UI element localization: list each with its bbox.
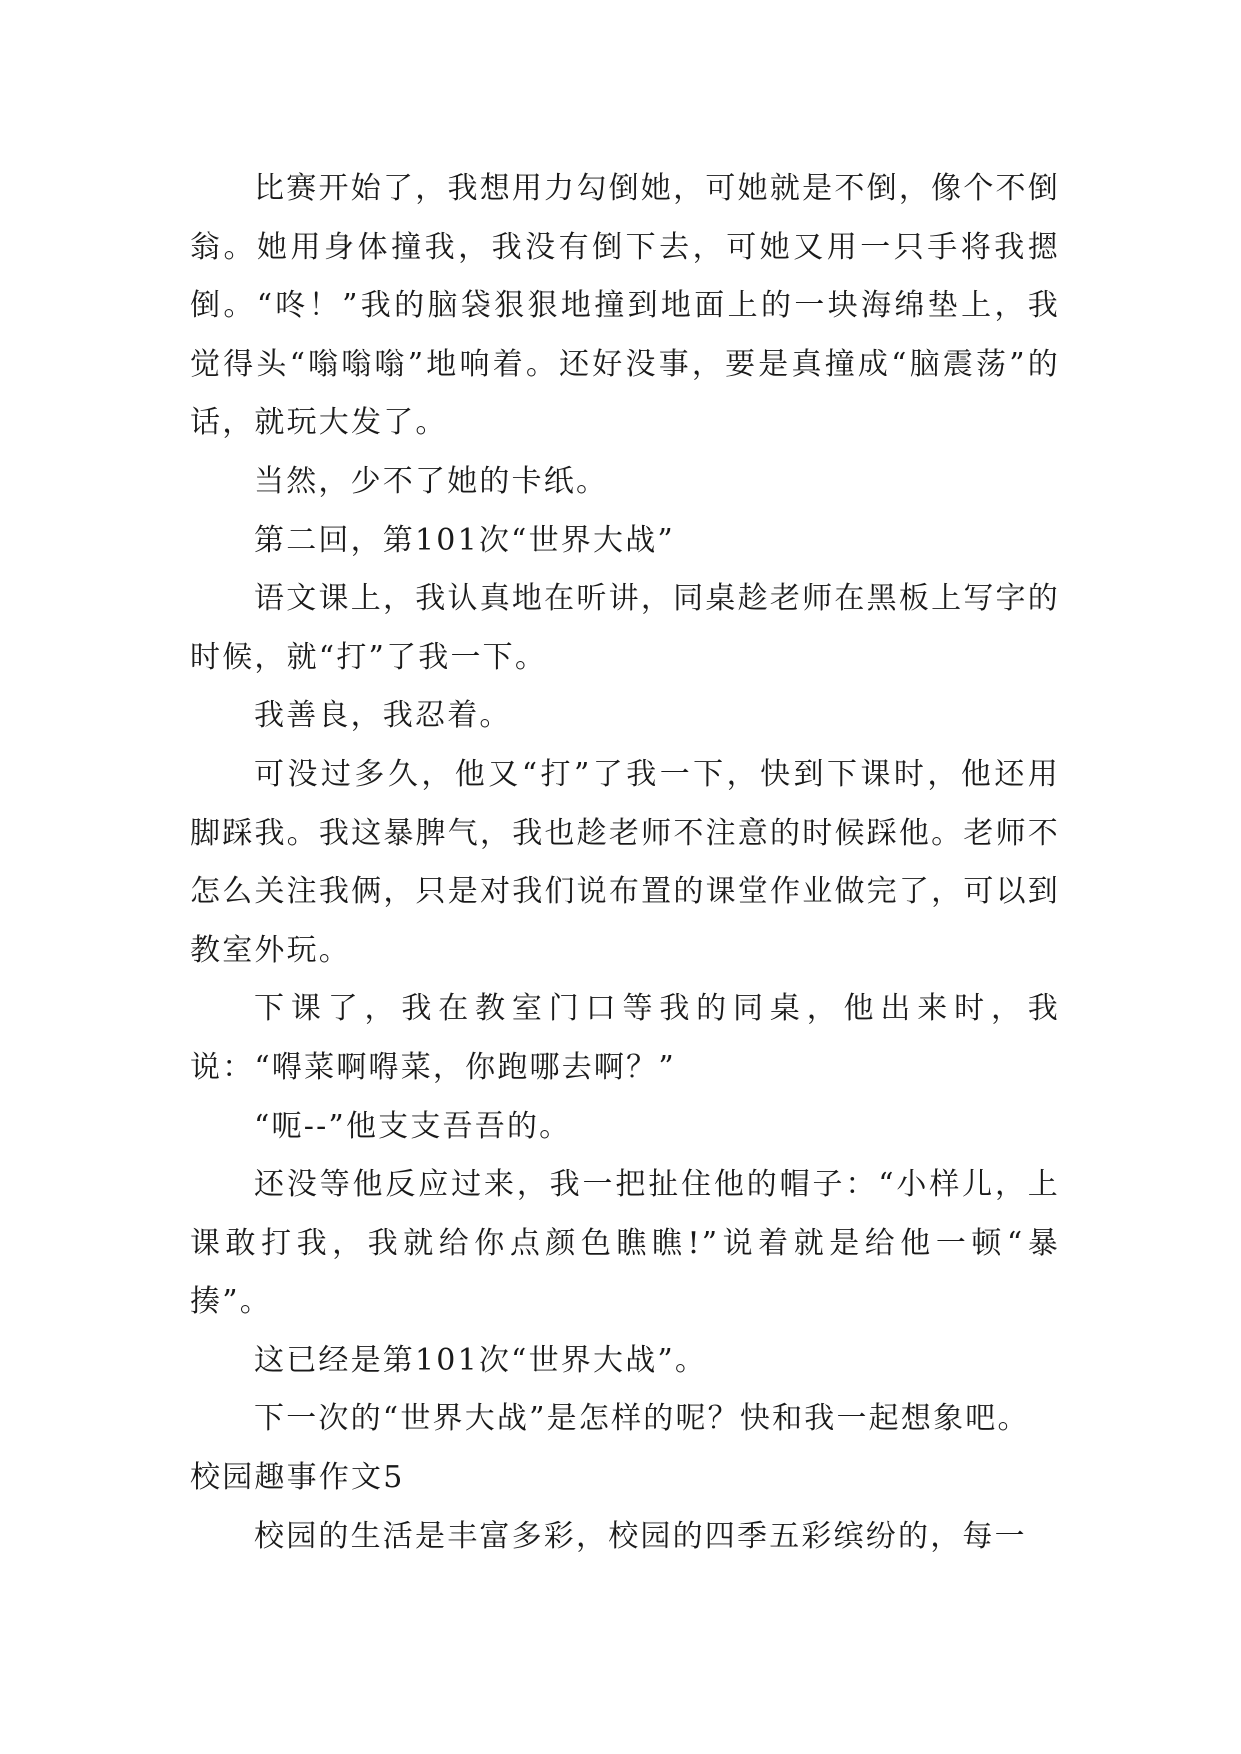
paragraph-wrestling-match: 比赛开始了，我想用力勾倒她，可她就是不倒，像个不倒翁。她用身体撞我，我没有倒下去，可她又用一只手将我摁倒。“咚！”我的脑袋狠狠地撞到地面上的一块海绵垫上，我觉得头“嗡嗡嗡”地响着。还好没事，要是真撞成“脑震荡”的话，就玩大发了。: [190, 171, 1060, 441]
paragraph-hesitation: “呃--”他支支吾吾的。: [254, 1108, 572, 1144]
paragraph-campus-life: 校园的生活是丰富多彩，校园的四季五彩缤纷的，每一: [254, 1518, 1027, 1554]
paragraph-101st-war: 这已经是第101次“世界大战”。: [254, 1342, 708, 1378]
paragraph-grab-hat: 还没等他反应过来，我一把扯住他的帽子：“小样儿，上课敢打我，我就给你点颜色瞧瞧!”说着就是给他一顿“暴揍”。: [190, 1167, 1060, 1320]
document-body: [190, 160, 1060, 1566]
section-heading-round-two: 第二回，第101次“世界大战”: [254, 522, 675, 558]
paragraph-endure: 我善良，我忍着。: [254, 698, 512, 734]
paragraph-next-war: 下一次的“世界大战”是怎样的呢？快和我一起想象吧。: [254, 1401, 1030, 1437]
paragraph-after-class: 下课了，我在教室门口等我的同桌，他出来时，我说：“嘚菜啊嘚菜，你跑哪去啊？”: [190, 991, 1060, 1085]
paragraph-stepping: 可没过多久，他又“打”了我一下，快到下课时，他还用脚踩我。我这暴脾气，我也趁老师不注意的时候踩他。老师不怎么关注我俩，只是对我们说布置的课堂作业做完了，可以到教室外玩。: [190, 756, 1060, 968]
essay-title: 校园趣事作文5: [190, 1460, 405, 1496]
paragraph-chinese-class: 语文课上，我认真地在听讲，同桌趁老师在黑板上写字的时候，就“打”了我一下。: [190, 581, 1060, 675]
paragraph-card-paper: 当然，少不了她的卡纸。: [254, 463, 609, 499]
